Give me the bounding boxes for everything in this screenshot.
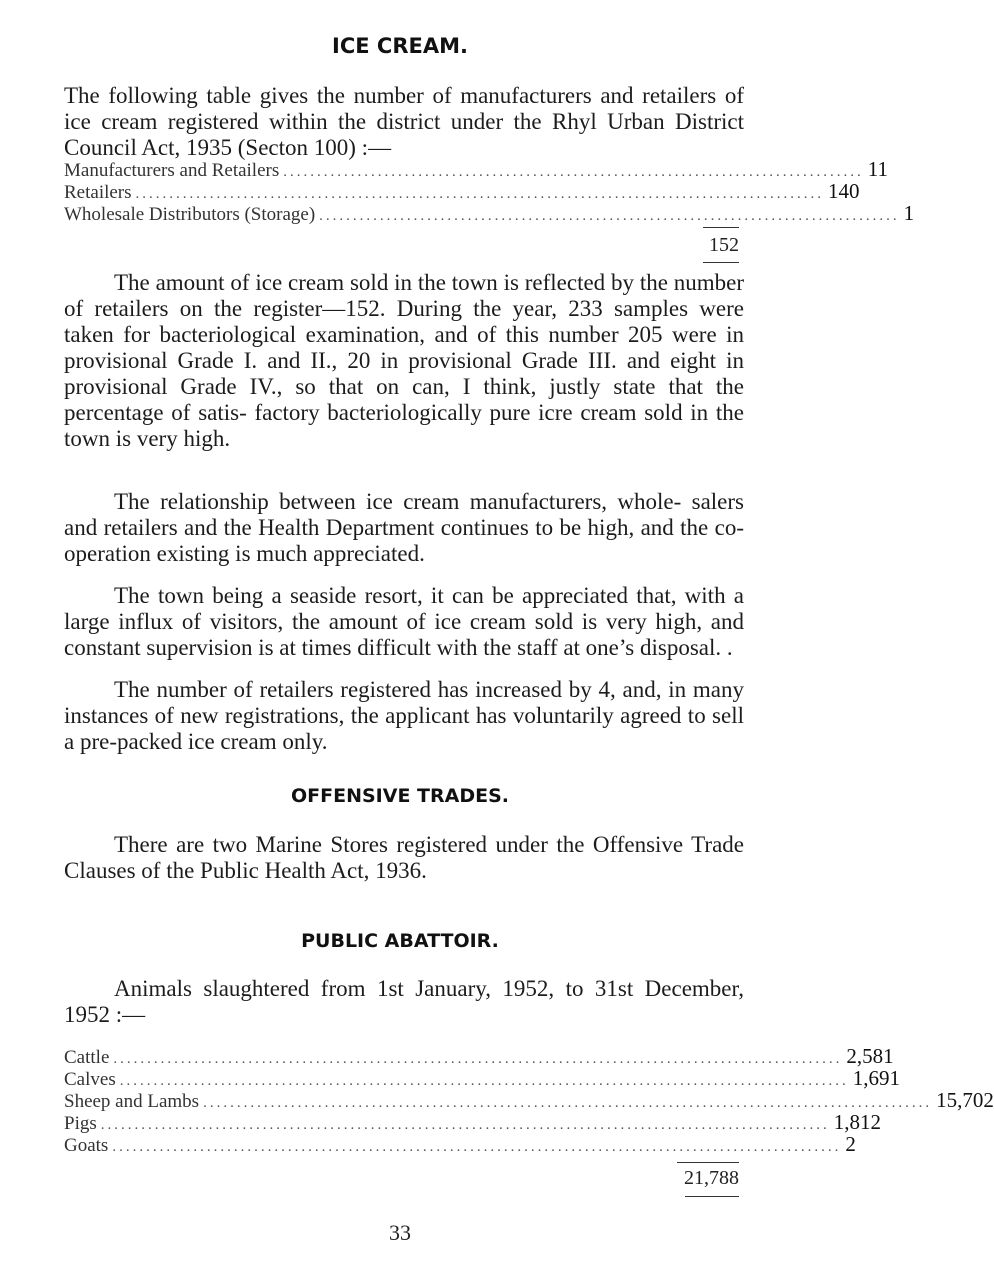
abattoir-row-cattle bbox=[64, 1044, 894, 1068]
ice-cream-row-retailers bbox=[64, 179, 860, 203]
ice-cream-row-wholesale bbox=[64, 201, 915, 225]
leader-dots: ...................................................................................... bbox=[283, 164, 864, 180]
row-label: Wholesale Distributors (Storage) bbox=[64, 204, 316, 225]
ice-cream-total: 152 bbox=[709, 234, 739, 256]
abattoir-total-rule-top bbox=[677, 1162, 739, 1163]
total-rule-bottom bbox=[703, 262, 739, 263]
row-label: Pigs bbox=[64, 1113, 97, 1134]
abattoir-heading: PUBLIC ABATTOIR. bbox=[301, 930, 499, 952]
abattoir-row-goats bbox=[64, 1132, 856, 1156]
offensive-trades-heading: OFFENSIVE TRADES. bbox=[291, 785, 509, 807]
abattoir-total: 21,788 bbox=[684, 1167, 739, 1189]
row-value: 2 bbox=[845, 1132, 856, 1156]
leader-dots: ............................................................................................................ bbox=[113, 1051, 843, 1067]
page-number: 33 bbox=[389, 1220, 411, 1245]
leader-dots: ............................................................................................................ bbox=[203, 1095, 933, 1111]
leader-dots: ............................................................................................................ bbox=[119, 1073, 849, 1089]
row-label: Goats bbox=[64, 1135, 109, 1156]
row-label: Manufacturers and Retailers bbox=[64, 160, 280, 181]
abattoir-row-pigs bbox=[64, 1110, 881, 1134]
ice-cream-paragraph-sales: The amount of ice cream sold in the town is reflected by the number of retailers on the register—152. During the year, 233 samples were taken for bacteriological examination, and of this number 205 were in provisional Grade I. and II., 20 in provisional Grade III. and eight in provisional Grade IV., so that on can, I think, justly state that the percentage of satis- factory bacteriologically pure icre cream sold in the town is very high. bbox=[64, 270, 744, 451]
ice-cream-heading: ICE CREAM. bbox=[332, 34, 468, 58]
ice-cream-row-manufacturers bbox=[64, 157, 888, 181]
leader-dots: ...................................................................................................... bbox=[135, 186, 825, 202]
offensive-trades-text: There are two Marine Stores registered under the Offensive Trade Clauses of the Public Health Act, 1936. bbox=[64, 832, 744, 883]
row-value: 140 bbox=[828, 179, 860, 203]
abattoir-row-sheep bbox=[64, 1088, 994, 1112]
abattoir-intro: Animals slaughtered from 1st January, 1952, to 31st December, 1952 :— bbox=[64, 976, 744, 1027]
row-value: 1 bbox=[903, 201, 915, 225]
row-value: 2,581 bbox=[846, 1044, 894, 1068]
row-value: 15,702 bbox=[936, 1088, 994, 1112]
ice-cream-paragraph-relationship: The relationship between ice cream manufacturers, whole- salers and retailers and the Health Department continues to be high, and the co-operation existing is much appreciated. bbox=[64, 489, 744, 566]
ice-cream-paragraph-retailers: The number of retailers registered has increased by 4, and, in many instances of new registrations, the applicant has voluntarily agreed to sell a pre-packed ice cream only. bbox=[64, 677, 744, 754]
leader-dots: ...................................................................................... bbox=[319, 208, 900, 224]
leader-dots: ............................................................................................................ bbox=[100, 1117, 830, 1133]
abattoir-row-calves bbox=[64, 1066, 900, 1090]
row-label: Cattle bbox=[64, 1047, 110, 1068]
row-label: Retailers bbox=[64, 182, 132, 203]
leader-dots: ............................................................................................................ bbox=[112, 1139, 842, 1155]
row-value: 11 bbox=[867, 157, 888, 181]
ice-cream-paragraph-seaside: The town being a seaside resort, it can be appreciated that, with a large influx of visitors, the amount of ice cream sold is very high, and constant supervision is at times difficult with the staff at one’s disposal. . bbox=[64, 583, 744, 660]
abattoir-total-rule-bottom bbox=[685, 1196, 739, 1197]
row-value: 1,691 bbox=[852, 1066, 900, 1090]
ice-cream-intro: The following table gives the number of manufacturers and retailers of ice cream registered within the district under the Rhyl Urban District Council Act, 1935 (Secton 100) :— bbox=[64, 83, 744, 160]
row-label: Calves bbox=[64, 1069, 116, 1090]
total-rule-top bbox=[703, 227, 739, 228]
row-value: 1,812 bbox=[833, 1110, 881, 1134]
row-label: Sheep and Lambs bbox=[64, 1091, 200, 1112]
